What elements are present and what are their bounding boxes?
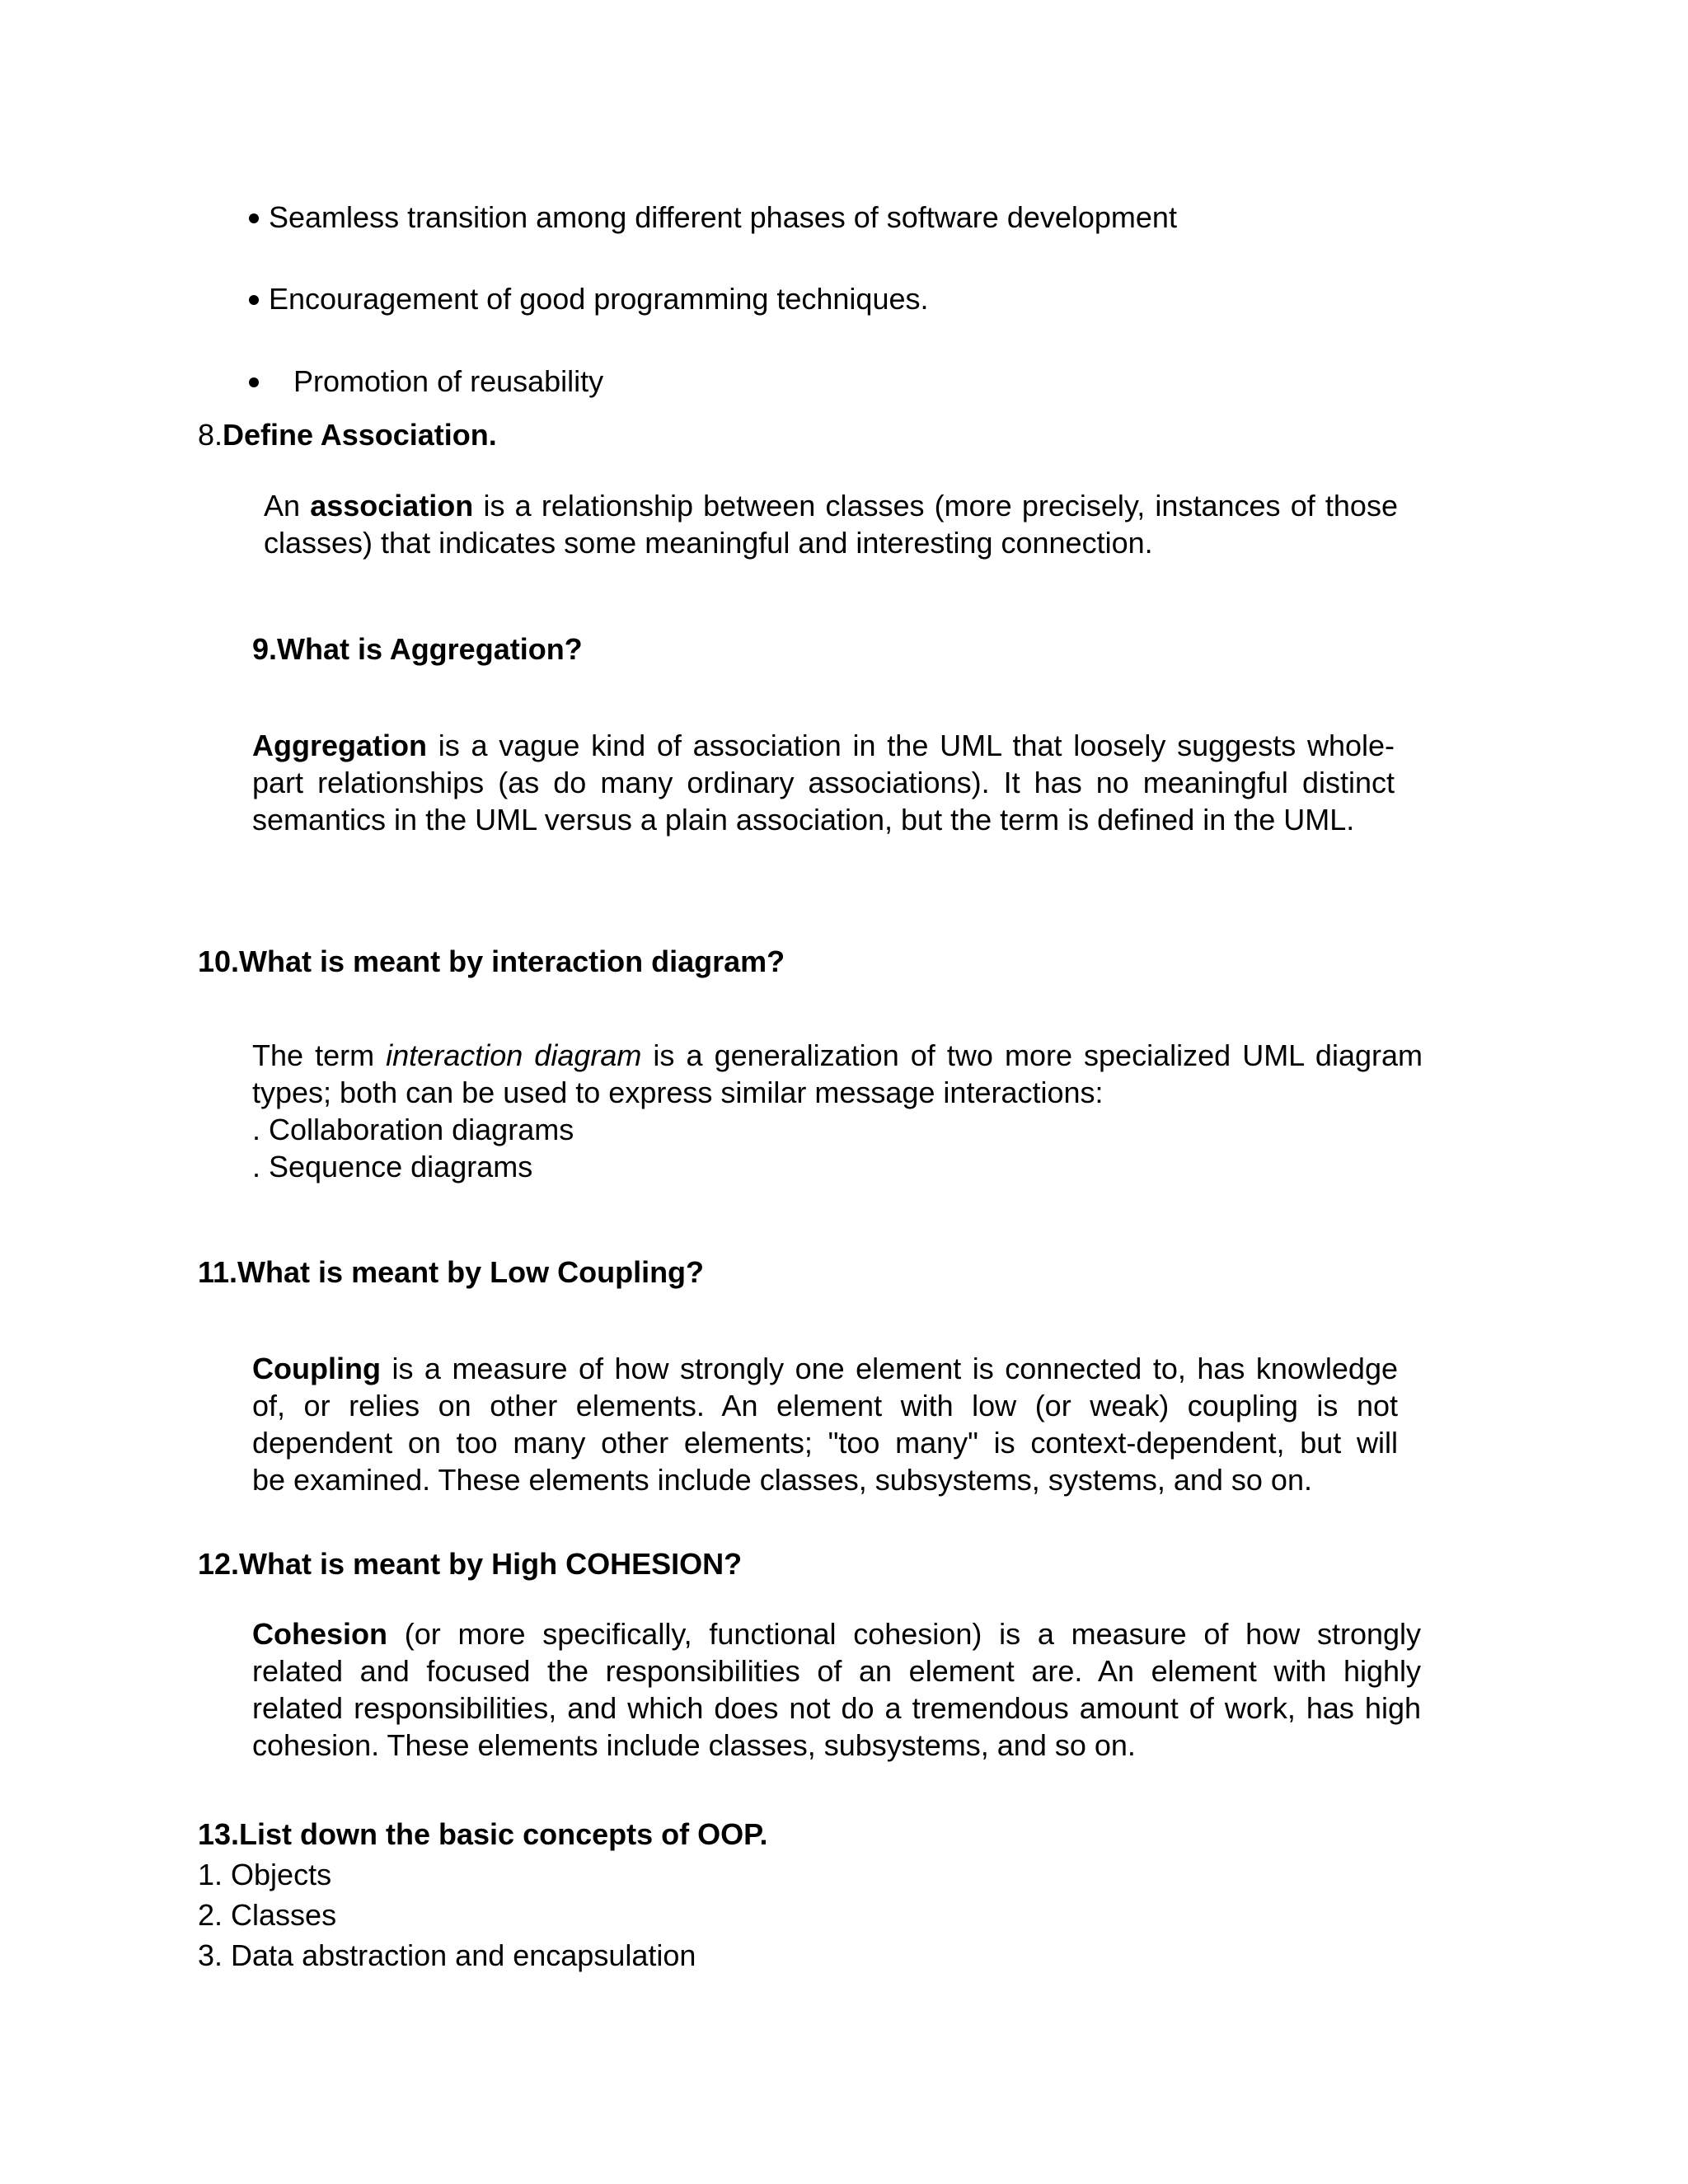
question-13-heading: 13.List down the basic concepts of OOP. xyxy=(198,1817,768,1851)
question-8-heading xyxy=(198,417,497,452)
list-item: 1. Objects xyxy=(198,1858,332,1891)
answer-line: of, or relies on other elements. An element with low (or weak) coupling is not xyxy=(252,1389,1398,1422)
answer-line: cohesion. These elements include classes, subsystems, and so on. xyxy=(252,1728,1136,1762)
bullet-item: Encouragement of good programming techniques. xyxy=(269,282,929,316)
answer-line: dependent on too many other elements; "too many" is context-dependent, but will xyxy=(252,1426,1398,1460)
question-12-heading: 12.What is meant by High COHESION? xyxy=(198,1547,743,1581)
bullet-dot-icon xyxy=(249,295,259,305)
bullet-item: Promotion of reusability xyxy=(293,364,604,398)
term-cohesion: Cohesion xyxy=(252,1617,388,1651)
question-title: Define Association. xyxy=(223,418,497,452)
term-coupling: Coupling xyxy=(252,1352,381,1385)
answer-line: be examined. These elements include classes, subsystems, systems, and so on. xyxy=(252,1463,1312,1497)
term-association: association xyxy=(310,489,474,523)
question-12-answer xyxy=(252,1615,1421,1764)
term-interaction-diagram: interaction diagram xyxy=(386,1038,642,1072)
question-9-heading: 9.What is Aggregation? xyxy=(252,632,583,666)
question-10-heading: 10.What is meant by interaction diagram? xyxy=(198,944,785,978)
answer-line: related and focused the responsibilities of an element are. An element with highly xyxy=(252,1654,1421,1688)
answer-line: Aggregation is a vague kind of association in the UML that loosely suggests whole- xyxy=(252,729,1395,762)
list-item: 3. Data abstraction and encapsulation xyxy=(198,1938,696,1972)
answer-line: The term interaction diagram is a generalization of two more specialized UML diagram xyxy=(252,1038,1423,1072)
answer-line: Coupling is a measure of how strongly one element is connected to, has knowledge xyxy=(252,1352,1398,1385)
question-11-heading: 11.What is meant by Low Coupling? xyxy=(198,1255,705,1289)
answer-line: An association is a relationship between classes (more precisely, instances of those xyxy=(264,489,1398,523)
bullet-dot-icon xyxy=(249,377,259,387)
question-9-answer xyxy=(252,727,1395,838)
answer-line: classes) that indicates some meaningful and interesting connection. xyxy=(264,526,1153,560)
answer-line: Cohesion (or more specifically, functional cohesion) is a measure of how strongly xyxy=(252,1617,1421,1651)
answer-line: part relationships (as do many ordinary associations). It has no meaningful distinct xyxy=(252,766,1395,799)
question-13-list xyxy=(198,1854,1187,1975)
list-item: 2. Classes xyxy=(198,1898,337,1932)
bullet-dot-icon xyxy=(249,213,259,223)
question-11-answer xyxy=(252,1350,1398,1498)
answer-line: types; both can be used to express similar message interactions: xyxy=(252,1076,1104,1109)
question-8-answer xyxy=(264,487,1398,561)
term-aggregation: Aggregation xyxy=(252,729,427,762)
list-item: . Collaboration diagrams xyxy=(252,1113,574,1146)
answer-line: semantics in the UML versus a plain association, but the term is defined in the UML. xyxy=(252,803,1355,837)
answer-line: related responsibilities, and which does not do a tremendous amount of work, has high xyxy=(252,1691,1421,1725)
bullet-item: Seamless transition among different phases of software development xyxy=(269,200,1177,234)
question-10-answer xyxy=(252,1037,1423,1185)
question-number: 8. xyxy=(198,418,223,452)
list-item: . Sequence diagrams xyxy=(252,1150,533,1183)
